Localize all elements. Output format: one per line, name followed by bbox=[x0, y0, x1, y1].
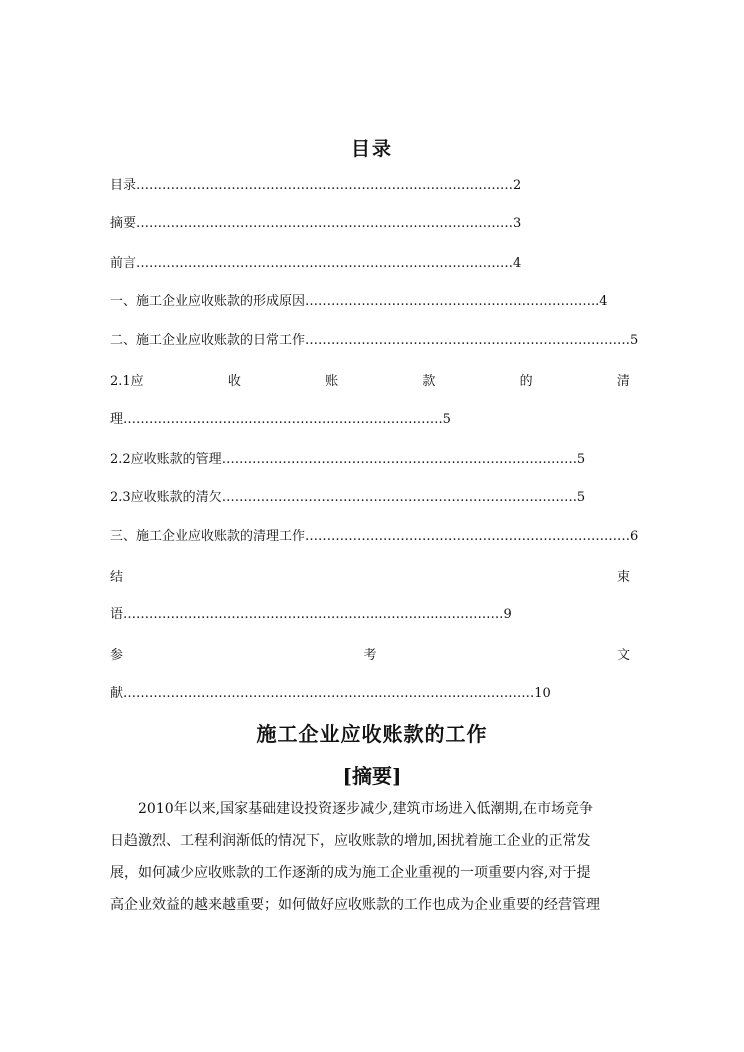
toc-entry-references-second-line[interactable]: 献…………………………………………………..………………………………10 bbox=[110, 686, 551, 701]
toc-entry-references-first-line[interactable]: 参 考 文 bbox=[110, 648, 630, 663]
abstract-paragraph bbox=[110, 793, 635, 921]
toc-entry[interactable]: 摘要……………………………………………………………………………3 bbox=[110, 216, 522, 231]
toc-entry[interactable]: 2.3应收账款的清欠……………………………………………………………………….5 bbox=[110, 490, 586, 505]
toc-entry-2-1-first-line[interactable]: 2.1应 收 账 款 的 清 bbox=[110, 374, 630, 389]
abstract-line: 2010年以来,国家基础建设投资逐步减少,建筑市场进入低潮期,在市场竞争 bbox=[110, 801, 593, 817]
document-title: 施工企业应收账款的工作 bbox=[256, 722, 488, 746]
toc-entry-conclusion-second-line[interactable]: 语…………………………………………………..…………..……………9 bbox=[110, 607, 512, 622]
toc-entry-conclusion-first-line[interactable]: 结 束 bbox=[110, 570, 630, 585]
toc-entry-2-1-second-line[interactable]: 理………………………..………………..…………………….5 bbox=[110, 412, 451, 427]
toc-entry[interactable]: 目录……………………………………………………………………………2 bbox=[110, 178, 522, 193]
abstract-line: 展，如何减少应收账款的工作逐渐的成为施工企业重视的一项重要内容,对于提 bbox=[110, 865, 591, 881]
toc-entry[interactable]: 前言……………………………………………………………………………4 bbox=[110, 256, 522, 271]
abstract-line: 高企业效益的越来越重要；如何做好应收账款的工作也成为企业重要的经营管理 bbox=[110, 897, 600, 913]
toc-entry[interactable]: 二、施工企业应收账款的日常工作…………………………………………………………………5 bbox=[110, 333, 639, 348]
abstract-line: 日趋激烈、工程利润渐低的情况下，应收账款的增加,困扰着施工企业的正常发 bbox=[110, 833, 591, 849]
toc-entry[interactable]: 一、施工企业应收账款的形成原因…………………………………………………………..4 bbox=[110, 294, 608, 309]
toc-entry[interactable]: 三、施工企业应收账款的清理工作…………………………………………………………………6 bbox=[110, 529, 639, 544]
toc-title: 目录 bbox=[350, 138, 393, 160]
toc-entry[interactable]: 2.2应收账款的管理……………………………………………………………………….5 bbox=[110, 452, 586, 467]
abstract-heading: [摘要] bbox=[342, 764, 402, 788]
